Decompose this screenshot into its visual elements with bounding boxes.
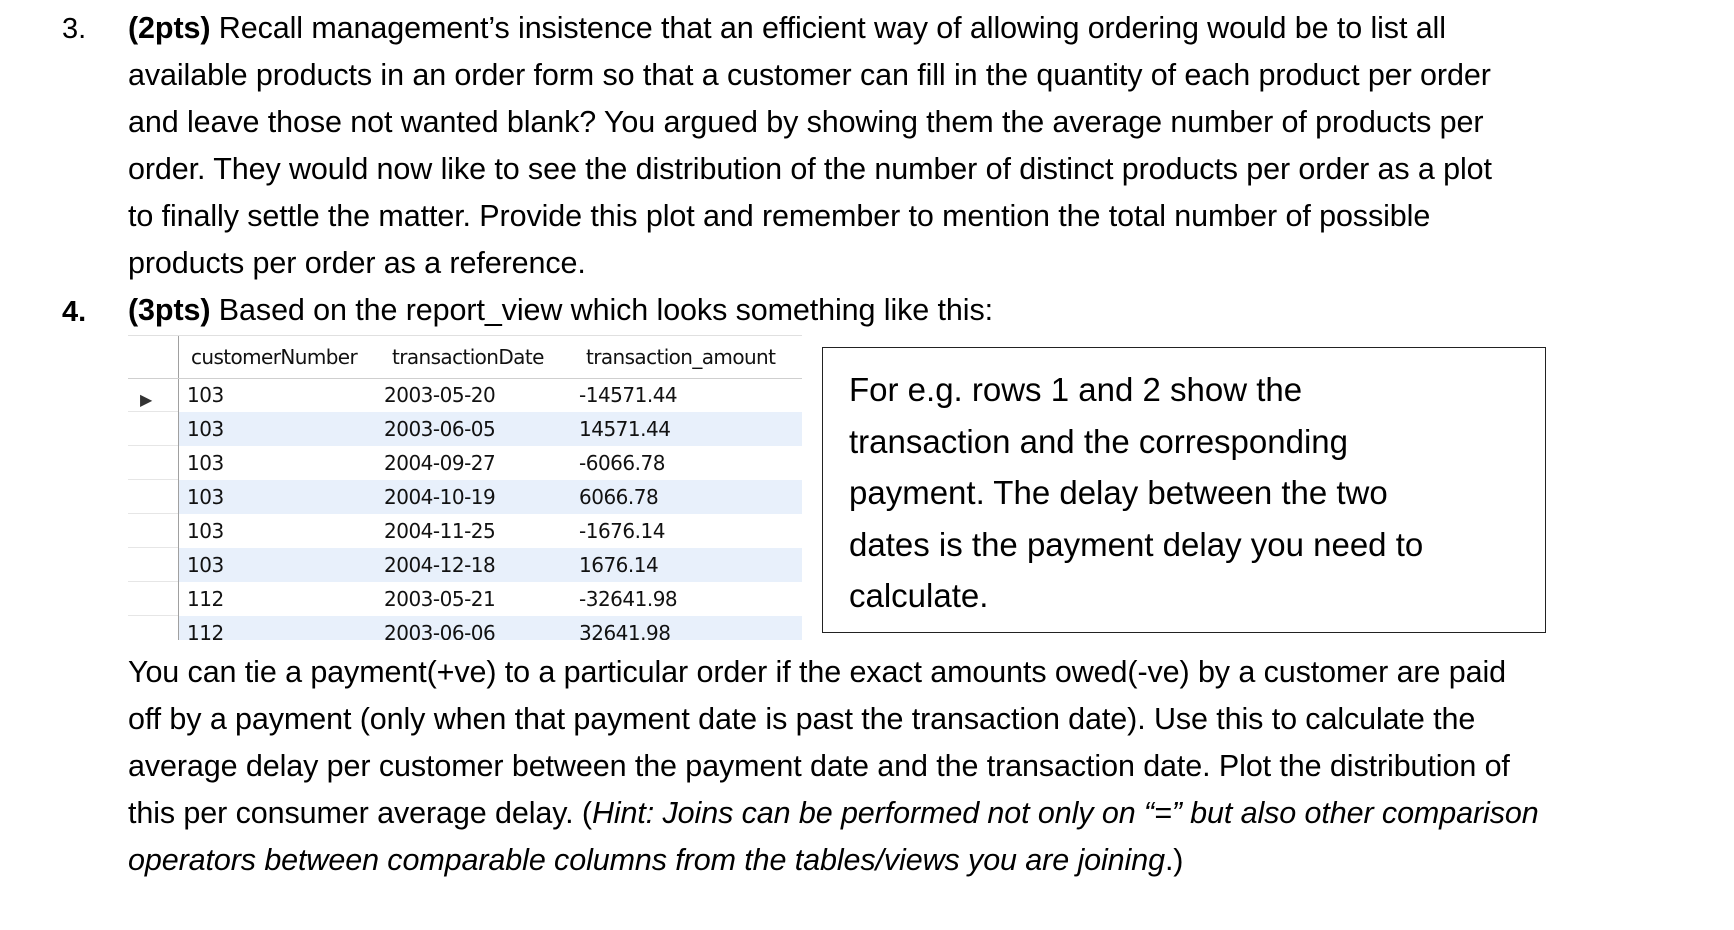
hint-text-line-2: operators between comparable columns from the tables/views you are joining [128,843,1165,877]
table-row[interactable] [179,616,802,640]
question-4-body-line-4 [128,790,1708,837]
question-3-number: 3. [62,13,87,45]
question-4-number: 4. [62,296,87,328]
cell-transaction-amount: -1676.14 [579,519,665,543]
cell-transaction-date: 2003-06-05 [384,417,496,441]
cell-transaction-date: 2004-09-27 [384,451,496,475]
cell-customer-number: 103 [187,383,224,407]
cell-transaction-date: 2004-10-19 [384,485,496,509]
gutter-row-line [128,547,178,548]
cell-customer-number: 112 [187,587,224,611]
table-row[interactable] [179,412,802,446]
cell-customer-number: 103 [187,485,224,509]
explanation-note-box [822,347,1546,633]
cell-transaction-date: 2004-12-18 [384,553,496,577]
report-view-result-grid [128,335,802,640]
row-selector-gutter [128,335,179,640]
gutter-row-line [128,615,178,616]
question-4-intro [128,287,1708,334]
question-3-line-4: order. They would now like to see the distribution of the number of distinct products per order as a plot [128,152,1492,186]
question-4-body-line-1: You can tie a payment(+ve) to a particular order if the exact amounts owed(-ve) by a customer are paid [128,655,1506,689]
table-row[interactable] [179,378,802,412]
cell-transaction-amount: 14571.44 [579,417,671,441]
note-line-4: dates is the payment delay you need to [849,525,1424,563]
question-4-body-line-2: off by a payment (only when that payment date is past the transaction date). Use this to calculate the [128,702,1476,736]
note-line-3: payment. The delay between the two [849,474,1388,511]
table-row[interactable] [179,480,802,514]
gutter-row-line [128,411,178,412]
question-3-line-1 [128,5,1708,52]
note-line-5: calculate. [849,577,989,614]
cell-transaction-amount: 32641.98 [579,621,671,640]
cell-transaction-amount: 1676.14 [579,553,659,577]
cell-transaction-amount: -6066.78 [579,451,665,475]
cell-customer-number: 103 [187,451,224,475]
column-header-transaction-date[interactable]: transactionDate [392,345,544,369]
table-row[interactable] [179,446,802,480]
question-4-body-line-3: average delay per customer between the payment date and the transaction date. Plot the distribution of [128,749,1510,783]
grid-header [128,335,802,379]
gutter-row-line [128,581,178,582]
table-row[interactable] [179,548,802,582]
cell-customer-number: 103 [187,519,224,543]
current-row-indicator-icon: ▶ [140,390,153,409]
question-4-body-line-4-text: this per consumer average delay. ( [128,796,592,830]
question-3-text [128,5,1708,287]
question-3-line-1-text: Recall management’s insistence that an efficient way of allowing ordering would be to list all [210,11,1446,45]
note-line-1: For e.g. rows 1 and 2 show the [849,371,1303,408]
question-3-points: (2pts) [128,11,211,45]
question-3-line-3: and leave those not wanted blank? You argued by showing them the average number of products per [128,105,1484,139]
note-line-2: transaction and the corresponding [849,422,1348,460]
question-4-points: (3pts) [128,293,211,327]
gutter-row-line [128,479,178,480]
question-3-line-2: available products in an order form so that a customer can fill in the quantity of each product per order [128,58,1491,92]
column-header-transaction-amount[interactable]: transaction_amount [586,345,776,369]
gutter-row-line [128,445,178,446]
cell-transaction-date: 2004-11-25 [384,519,496,543]
table-row[interactable] [179,582,802,616]
table-row[interactable] [179,514,802,548]
question-3-line-6: products per order as a reference. [128,246,586,280]
question-3-line-5: to finally settle the matter. Provide this plot and remember to mention the total number of possible [128,199,1431,233]
question-4-intro-text: Based on the report_view which looks something like this: [210,293,993,327]
cell-customer-number: 103 [187,553,224,577]
cell-transaction-date: 2003-05-21 [384,587,496,611]
cell-transaction-amount: -14571.44 [579,383,678,407]
hint-text-line-1: Hint: Joins can be performed not only on “=” but also other comparison [591,796,1539,830]
question-4-body [128,649,1708,884]
cell-customer-number: 103 [187,417,224,441]
hint-closing: .) [1164,843,1184,877]
column-header-customer-number[interactable]: customerNumber [191,345,358,369]
cell-transaction-date: 2003-05-20 [384,383,496,407]
question-4-body-line-5 [128,837,1708,884]
gutter-row-line [128,513,178,514]
cell-transaction-date: 2003-06-06 [384,621,496,640]
cell-customer-number: 112 [187,621,224,640]
cell-transaction-amount: -32641.98 [579,587,678,611]
cell-transaction-amount: 6066.78 [579,485,659,509]
